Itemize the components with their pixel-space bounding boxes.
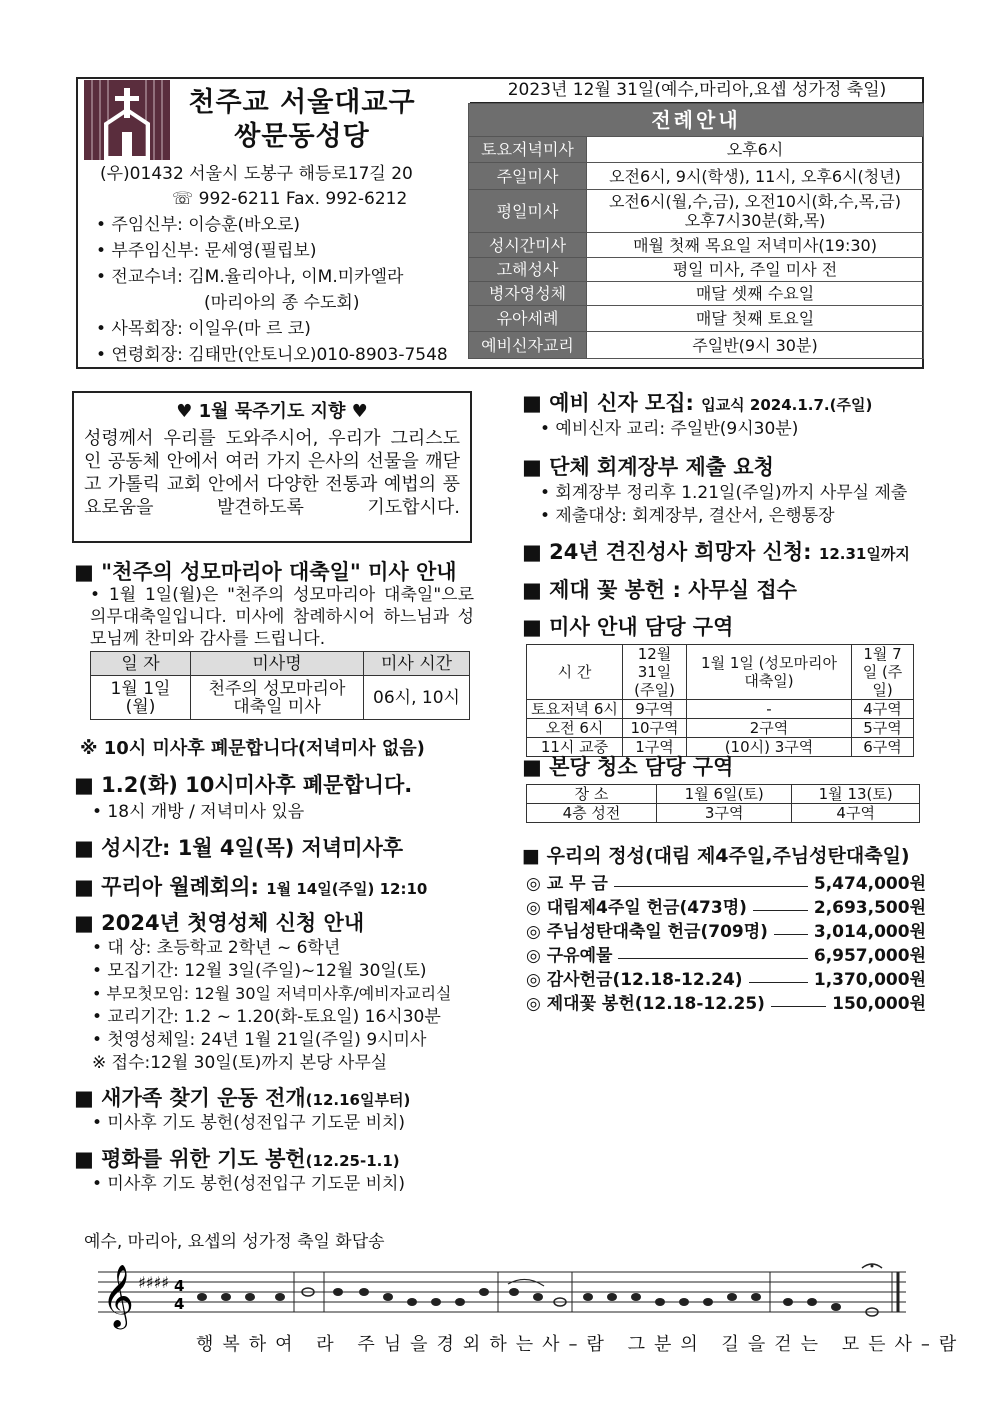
prayer-body: 성령께서 우리를 도와주시어, 우리가 그리스도인 공동체 안에서 여러 가지 은사의 선물을 깨닫고 가톨릭 교회 안에서 다양한 전통과 예법의 풍요로움을 발견하도록 기도합시다. [84, 428, 460, 518]
section-bullet: • 미사후 기도 봉헌(성전입구 기도문 비치) [92, 1174, 406, 1194]
liturgy-value: 오후6시 [587, 137, 924, 163]
liturgy-label: 고해성사 [469, 258, 587, 282]
offering-amount: 150,000원 [832, 994, 926, 1014]
section-title [74, 1084, 410, 1114]
table-header: 일 자 [91, 652, 191, 676]
liturgy-label: 병자영성체 [469, 282, 587, 306]
table-cell: 2구역 [687, 719, 852, 738]
list-item: • 부모첫모임: 12월 30일 저녁미사후/예비자교리실 [92, 984, 452, 1003]
liturgy-label: 평일미사 [469, 190, 587, 233]
prayer-intention-box [72, 391, 472, 543]
section-title-main: ■ 새가족 찾기 운동 전개 [74, 1086, 306, 1110]
liturgy-value: 주일반(9시 30분) [587, 332, 924, 359]
section-title-main: ■ 24년 견진성사 희망자 신청: [522, 540, 812, 564]
table-header: 1월 1일 (성모마리아 대축일) [687, 645, 852, 700]
section-title: ■ 2024년 첫영성체 신청 안내 [74, 911, 365, 935]
table-cell: 1구역 [623, 738, 687, 757]
prayer-title: ♥ 1월 묵주기도 지향 ♥ [176, 401, 368, 422]
note-closing: ※ 10시 미사후 폐문합니다(저녁미사 없음) [80, 738, 425, 759]
offering-row [526, 896, 926, 920]
church-name-line2: 쌍문동성당 [234, 121, 370, 152]
section-title-detail: 1월 14일(주일) 12:10 [266, 880, 428, 898]
offering-row [526, 872, 926, 896]
offering-label: ◎ 교 무 금 [526, 874, 608, 894]
offering-row [526, 968, 926, 992]
issue-date: 2023년 12월 31일(예수,마리아,요셉 성가정 축일) [470, 79, 924, 103]
liturgy-value: 평일 미사, 주일 미사 전 [587, 258, 924, 282]
liturgy-label: 토요저녁미사 [469, 137, 587, 163]
table-cell: 3구역 [657, 804, 792, 823]
section-title-detail: 12.31일까지 [818, 545, 910, 563]
section-title [522, 538, 910, 568]
section-title-main: ■ 평화를 위한 기도 봉헌 [74, 1147, 306, 1171]
section-title-detail: 입교식 2024.1.7.(주일) [701, 396, 873, 414]
liturgy-value: 오전6시(월,수,금), 오전10시(화,수,목,금) 오후7시30분(화,목) [587, 190, 924, 233]
svg-text:4: 4 [174, 1295, 185, 1313]
liturgy-value: 오전6시, 9시(학생), 11시, 오후6시(청년) [587, 163, 924, 190]
table-cell: 토요저녁 6시 [527, 700, 623, 719]
section-title: ■ "천주의 성모마리아 대축일" 미사 안내 [74, 560, 457, 584]
section-title [522, 389, 872, 419]
section-title: ■ 제대 꽃 봉헌 : 사무실 접수 [522, 578, 797, 602]
cleaning-table [526, 784, 920, 823]
section-title-main: ■ 예비 신자 모집: [522, 391, 694, 415]
offering-label: ◎ 제대꽃 봉헌(12.18-12.25) [526, 994, 765, 1014]
table-cell: 11시 교중 [527, 738, 623, 757]
phone: ☏ 992-6211 Fax. 992-6212 [172, 189, 408, 209]
section-title-main: ■ 꾸리아 월례회의: [74, 875, 259, 899]
liturgy-value: 매달 셋째 수요일 [587, 282, 924, 306]
staff-pastor: • 주임신부: 이승훈(바오로) [96, 215, 301, 235]
staff-sisters: • 전교수녀: 김M.율리아나, 이M.미카엘라 [96, 267, 404, 287]
table-header: 12월31일 (주일) [623, 645, 687, 700]
liturgy-label: 주일미사 [469, 163, 587, 190]
mass-guide-table [526, 644, 914, 757]
offering-label: ◎ 대림제4주일 헌금(473명) [526, 898, 747, 918]
offering-amount: 3,014,000원 [813, 922, 926, 942]
list-item: ※ 접수:12월 30일(토)까지 본당 사무실 [92, 1053, 388, 1073]
church-name-line1: 천주교 서울대교구 [188, 87, 416, 118]
psalm-lyrics: 행복하여 라 주님을경외하는사–람 그분의 길을걷는 모든사–람 [196, 1334, 966, 1355]
section-title: ■ 1.2(화) 10시미사후 폐문합니다. [74, 773, 413, 797]
staff-funeral: • 연령회장: 김태만(안토니오)010-8903-7548 [96, 345, 448, 365]
section-title [74, 873, 427, 903]
table-header: 1월 7일 (주일) [852, 645, 914, 700]
liturgy-label: 성시간미사 [469, 233, 587, 258]
table-header: 시 간 [527, 645, 623, 700]
section-title: ■ 단체 회계장부 제출 요청 [522, 455, 774, 479]
liturgy-table [468, 103, 924, 359]
psalm-title: 예수, 마리아, 요셉의 성가정 축일 화답송 [84, 1232, 385, 1252]
section-bullet: • 18시 개방 / 저녁미사 있음 [92, 802, 305, 822]
offerings-list [526, 872, 926, 1016]
table-header: 미사명 [191, 652, 364, 676]
liturgy-label: 유아세례 [469, 306, 587, 332]
feast-mass-table [90, 651, 470, 720]
table-cell: 9구역 [623, 700, 687, 719]
list-item: • 모집기간: 12월 3일(주일)~12월 30일(토) [92, 961, 427, 981]
section-title: ■ 본당 청소 담당 구역 [522, 755, 734, 779]
staff-council: • 사목회장: 이일우(마 르 코) [96, 319, 311, 339]
table-cell: 4구역 [852, 700, 914, 719]
list-item: • 대 상: 초등학교 2학년 ~ 6학년 [92, 938, 341, 958]
section-bullet: • 회계장부 정리후 1.21일(주일)까지 사무실 제출 [540, 483, 908, 503]
address: (우)01432 서울시 도봉구 해등로17길 20 [100, 164, 413, 184]
staff-sisters-order: (마리아의 종 수도회) [204, 293, 360, 313]
table-cell: - [687, 700, 852, 719]
table-cell: (10시) 3구역 [687, 738, 852, 757]
liturgy-value: 매월 첫째 목요일 저녁미사(19:30) [587, 233, 924, 258]
offering-amount: 2,693,500원 [813, 898, 926, 918]
offering-label: ◎ 주님성탄대축일 헌금(709명) [526, 922, 768, 942]
section-bullet: • 미사후 기도 봉헌(성전입구 기도문 비치) [92, 1113, 406, 1133]
staff-assistant: • 부주임신부: 문세영(필립보) [96, 241, 317, 261]
table-cell: 천주의 성모마리아 대축일 미사 [191, 676, 364, 720]
church-logo-icon [84, 80, 170, 160]
section-title: ■ 성시간: 1월 4일(목) 저녁미사후 [74, 836, 404, 860]
svg-text:𝄞: 𝄞 [102, 1264, 134, 1327]
church-name [182, 86, 422, 154]
section-bullet: • 제출대상: 회계장부, 결산서, 은행통장 [540, 506, 835, 526]
offering-label: ◎ 감사헌금(12.18-12.24) [526, 970, 743, 990]
liturgy-value: 매달 첫째 토요일 [587, 306, 924, 332]
section-title-detail: (12.25-1.1) [305, 1152, 400, 1170]
table-header: 장 소 [527, 785, 657, 804]
section-body: • 1월 1일(월)은 "천주의 성모마리아 대축일"으로 의무대축일입니다. 미사에 참례하시어 하느님과 성모님께 찬미와 감사를 드립니다. [90, 585, 474, 649]
table-header: 미사 시간 [364, 652, 470, 676]
table-cell: 1월 1일 (월) [91, 676, 191, 720]
table-cell: 10구역 [623, 719, 687, 738]
offering-label: ◎ 구유예물 [526, 946, 613, 966]
liturgy-title: 전례안내 [469, 104, 924, 137]
table-cell: 4층 성전 [527, 804, 657, 823]
liturgy-label: 예비신자교리 [469, 332, 587, 359]
section-title: ■ 미사 안내 담당 구역 [522, 615, 734, 639]
section-bullet: • 예비신자 교리: 주일반(9시30분) [540, 419, 799, 439]
list-item: • 첫영성체일: 24년 1월 21일(주일) 9시미사 [92, 1030, 427, 1050]
offering-row [526, 992, 926, 1016]
table-header: 1월 13(토) [792, 785, 920, 804]
offering-row [526, 920, 926, 944]
offering-amount: 5,474,000원 [813, 874, 926, 894]
offering-amount: 1,370,000원 [813, 970, 926, 990]
table-cell: 6구역 [852, 738, 914, 757]
music-staff [98, 1258, 910, 1334]
offering-amount: 6,957,000원 [813, 946, 926, 966]
table-cell: 4구역 [792, 804, 920, 823]
table-cell: 06시, 10시 [364, 676, 470, 720]
offering-row [526, 944, 926, 968]
svg-text:♯♯♯♯: ♯♯♯♯ [138, 1273, 169, 1292]
svg-text:4: 4 [174, 1277, 185, 1295]
section-title-detail: (12.16일부터) [305, 1091, 411, 1109]
section-title: ■ 우리의 정성(대림 제4주일,주님성탄대축일) [522, 845, 910, 867]
table-header: 1월 6일(토) [657, 785, 792, 804]
table-cell: 5구역 [852, 719, 914, 738]
list-item: • 교리기간: 1.2 ~ 1.20(화-토요일) 16시30분 [92, 1007, 441, 1027]
section-title [74, 1145, 400, 1175]
table-cell: 오전 6시 [527, 719, 623, 738]
